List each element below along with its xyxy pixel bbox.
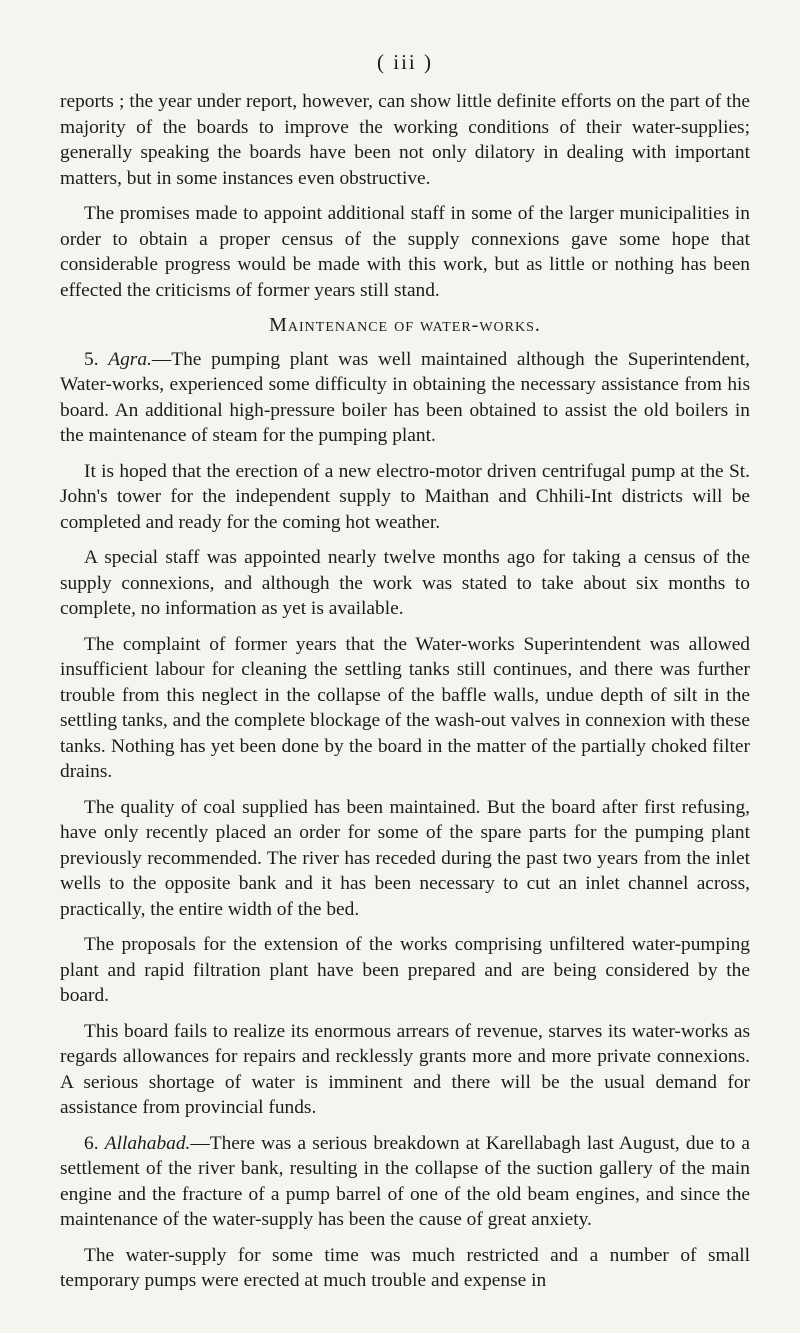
paragraph-staff: The promises made to appoint additional staff in some of the larger municipalities in order to obtain a proper census of the supply connexions gave some hope that considerable progress would be made with this work, but as little or nothing has been effected the criticisms of former years still stand. — [60, 203, 750, 301]
paragraph-census: A special staff was appointed nearly twelve months ago for taking a census of the supply connexions, and although the work was stated to take about six months to complete, no information as yet is available. — [60, 547, 750, 619]
paragraph-agra — [60, 347, 750, 449]
allahabad-place: Allahabad. — [104, 1132, 191, 1154]
agra-text: —The pumping plant was well maintained although the Superintendent, Water-works, experienced some difficulty in obtaining the necessary assistance from his board. An additional high-pressure boiler has been obtained to assist the old boilers in the maintenance of steam for the pumping plant. — [60, 348, 750, 446]
section-heading: Maintenance of water-works. — [269, 314, 541, 336]
paragraph-complaint: The complaint of former years that the Water-works Superintendent was allowed insufficient labour for cleaning the settling tanks still continues, and there was further trouble from this neglect in the collapse of the baffle walls, undue depth of silt in the settling tanks, and the complete blockage of the wash-out valves in connexion with these tanks. Nothing has yet been done by the board in the matter of the partially choked filter drains. — [60, 633, 750, 782]
paragraph-allahabad — [60, 1131, 750, 1233]
paragraph-pump: It is hoped that the erection of a new electro-motor driven centrifugal pump at the St. John's tower for the independent supply to Maithan and Chhili-Int districts will be completed and ready for the coming hot weather. — [60, 460, 750, 533]
allahabad-text: —There was a serious breakdown at Karellabagh last August, due to a settlement of the river bank, resulting in the collapse of the suction gallery of the main engine and the fracture of a pump barrel of one of the old beam engines, and since the maintenance of the water-supply has been the cause of great anxiety. — [60, 1132, 750, 1230]
paragraph-supply: The water-supply for some time was much restricted and a number of small temporary pumps were erected at much trouble and expense in — [60, 1244, 750, 1291]
paragraph-intro: reports ; the year under report, however, can show little definite efforts on the part of the majority of the boards to improve the working conditions of their water-supplies; generally speaking the boards have been not only dilatory in dealing with important matters, but in some instances even obstructive. — [60, 91, 750, 189]
page-number: ( iii ) — [377, 50, 433, 74]
paragraph-proposals: The proposals for the extension of the works comprising unfiltered water-pumping plant and rapid filtration plant have been prepared and are being considered by the board. — [60, 934, 750, 1006]
body-text — [60, 89, 750, 1294]
agra-place: Agra. — [108, 348, 152, 370]
paragraph-revenue: This board fails to realize its enormous arrears of revenue, starves its water-works as regards allowances for repairs and recklessly grants more and more private connexions. A serious shortage of water is imminent and there will be the usual demand for assistance from provincial funds. — [60, 1020, 750, 1118]
allahabad-number: 6. — [84, 1132, 99, 1154]
agra-number: 5. — [84, 348, 99, 370]
paragraph-coal: The quality of coal supplied has been maintained. But the board after first refusing, have only recently placed an order for some of the spare parts for the pumping plant previously recommended. The river has receded during the past two years from the inlet wells to the opposite bank and it has been necessary to cut an inlet channel across, practically, the entire width of the bed. — [60, 796, 750, 920]
